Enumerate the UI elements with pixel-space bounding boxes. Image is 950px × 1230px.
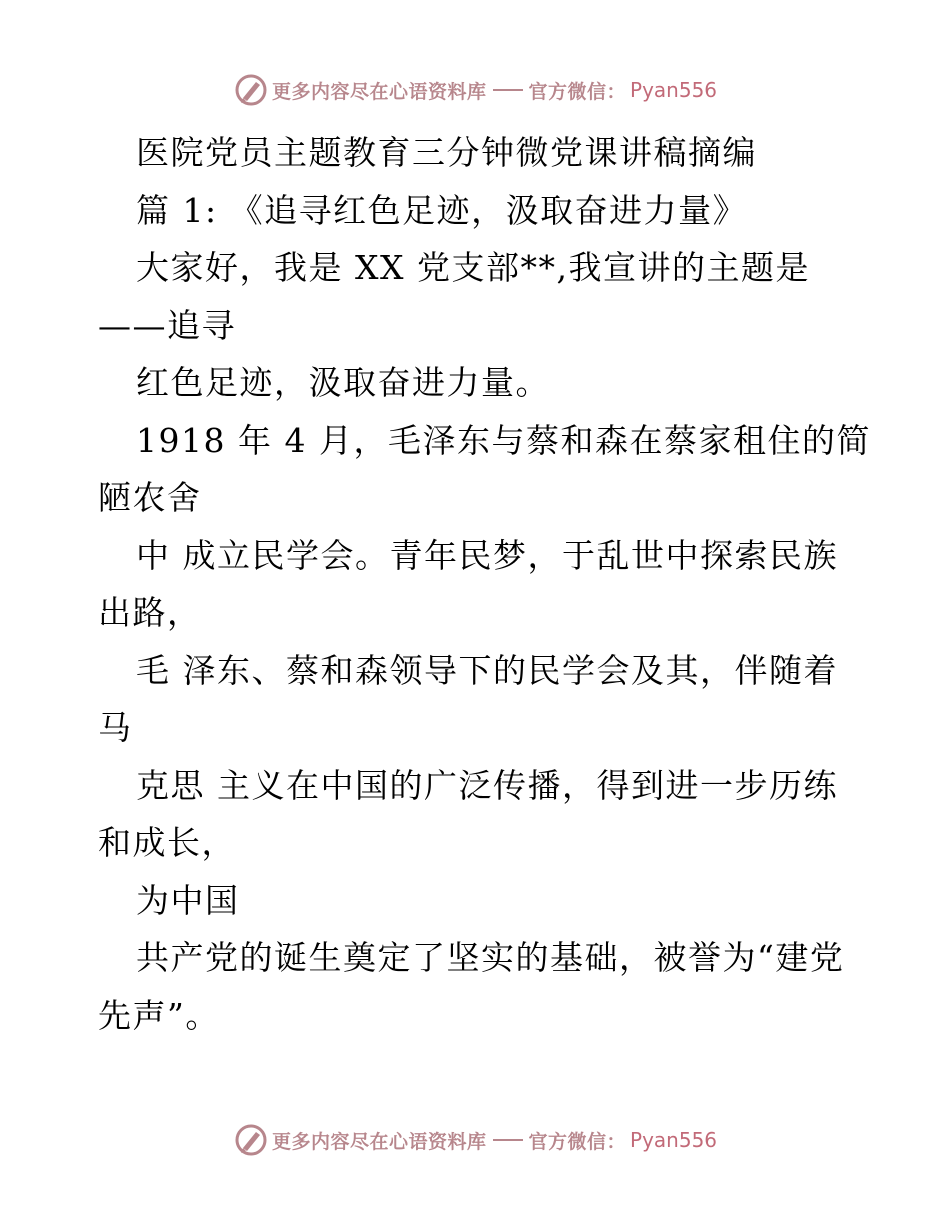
watermark-wechat-id: Pyan556 <box>630 1128 718 1152</box>
text-line: 大家好，我是 XX 党支部**,我宣讲的主题是 <box>136 248 810 287</box>
section-heading: 篇 1: 《追寻红色足迹，汲取奋进力量》 <box>136 190 748 230</box>
watermark-text: 更多内容尽在心语资料库 <box>272 80 487 103</box>
watermark-suffix: 官方微信： <box>528 80 627 103</box>
watermark-suffix: 官方微信： <box>528 1130 627 1153</box>
document-title: 医院党员主题教育三分钟微党课讲稿摘编 <box>136 133 757 172</box>
pen-logo-icon <box>234 1123 268 1157</box>
document-body <box>98 124 888 1044</box>
text-line: 马 <box>98 708 133 747</box>
text-line: 先声”。 <box>98 995 220 1035</box>
watermark-dash <box>493 1139 523 1141</box>
text-line: 出路， <box>98 593 202 632</box>
text-line: 中 成立民学会。青年民梦，于乱世中探索民族 <box>136 535 838 575</box>
text-line: 克思 主义在中国的广泛传播，得到进一步历练 <box>136 765 838 805</box>
header-watermark <box>234 72 717 108</box>
text-line: 陋农舍 <box>98 478 202 517</box>
text-line: 1918 年 4 月，毛泽东与蔡和森在蔡家租住的简 <box>136 420 871 460</box>
text-line: 红色足迹，汲取奋进力量。 <box>136 363 550 402</box>
text-line: 毛 泽东、蔡和森领导下的民学会及其，伴随着 <box>136 650 838 690</box>
watermark-text: 更多内容尽在心语资料库 <box>272 1130 487 1153</box>
watermark-wechat-id: Pyan556 <box>630 78 718 102</box>
text-line: 和成长， <box>98 823 236 862</box>
text-line: 共产党的诞生奠定了坚实的基础，被誉为“建党 <box>136 938 845 977</box>
text-line: 为中国 <box>136 880 240 920</box>
footer-watermark <box>234 1122 717 1158</box>
text-line: ——追寻 <box>98 305 236 345</box>
watermark-dash <box>493 89 523 91</box>
pen-logo-icon <box>234 73 268 107</box>
